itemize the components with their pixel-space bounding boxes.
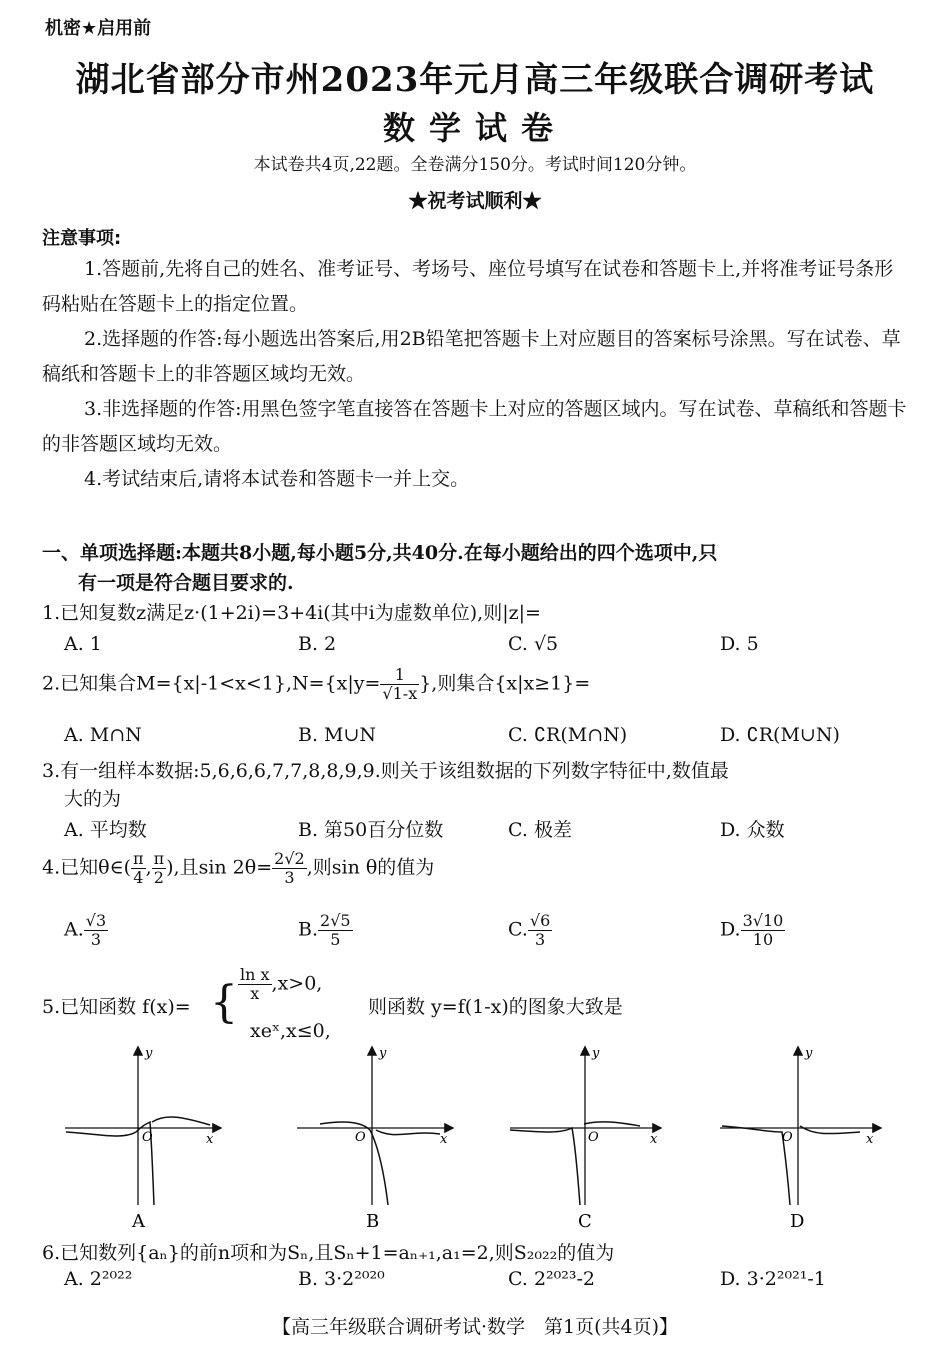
graph-d [720, 1046, 880, 1232]
option-den: 3 [90, 930, 102, 949]
section-heading-line2: 有一项是符合题目要求的. [78, 572, 294, 594]
question-2-option-d: D. ∁R(M∪N) [720, 724, 840, 746]
graph-a-label: A [132, 1211, 145, 1232]
graph-b-origin: O [355, 1130, 366, 1145]
question-4-stem-part2: ),且sin 2θ= [166, 856, 273, 879]
subject-title: 数学试卷 [382, 109, 567, 147]
graph-d-x-label: x [866, 1132, 874, 1147]
option-letter: B. [298, 918, 319, 941]
question-5-graphs [0, 1040, 950, 1240]
graph-c-x-label: x [650, 1132, 658, 1147]
question-1-option-c: C. √5 [508, 633, 559, 655]
graph-b [297, 1046, 452, 1232]
graph-d-origin: O [782, 1130, 793, 1145]
option-letter: D. [720, 918, 741, 941]
question-4-frac-value [272, 850, 307, 887]
question-5-stem-part1: 5.已知函数 f(x)= [42, 996, 191, 1018]
case1-num: ln x [240, 965, 270, 984]
option-letter: C. [508, 918, 528, 941]
option-den: 10 [752, 930, 774, 949]
question-6-option-a: A. 2²⁰²² [64, 1268, 133, 1290]
graph-d-label: D [790, 1211, 805, 1232]
question-3-option-a: A. 平均数 [64, 819, 147, 841]
question-2-fraction-den: √1-x [382, 684, 418, 703]
question-2-stem-part2: },则集合{x|x≥1}= [419, 672, 591, 695]
question-4-value-den: 3 [284, 868, 295, 887]
question-6-option-b: B. 3·2²⁰²⁰ [298, 1268, 385, 1290]
question-6-option-c: C. 2²⁰²³-2 [508, 1268, 596, 1290]
case1-den: x [250, 984, 260, 1003]
question-4-pi-num-1: π [133, 849, 144, 868]
exam-info: 本试卷共4页,22题。全卷满分150分。考试时间120分钟。 [253, 155, 697, 175]
question-3-stem-line2: 大的为 [64, 788, 122, 810]
note-item-2: 2.选择题的作答:每小题选出答案后,用2B铅笔把答题卡上对应题目的答案标号涂黑。写在试卷、草稿纸和答题卡上的非答题区域均无效。 [42, 328, 901, 385]
question-2-option-b: B. M∪N [298, 724, 377, 746]
note-item-3: 3.非选择题的作答:用黑色签字笔直接答在答题卡上对应的答题区域内。写在试卷、草稿纸和答题卡的非答题区域均无效。 [42, 398, 907, 455]
option-num: √3 [85, 911, 107, 930]
graph-c-label: C [578, 1211, 592, 1232]
question-2-option-c: C. ∁R(M∩N) [508, 724, 628, 746]
exam-title: 湖北省部分市州2023年元月高三年级联合调研考试 [75, 60, 875, 100]
section-heading-line1: 一、单项选择题:本题共8小题,每小题5分,共40分.在每小题给出的四个选项中,只 [42, 542, 718, 564]
question-4-den-2: 2 [153, 868, 164, 887]
question-2-fraction-num: 1 [380, 666, 419, 685]
graph-a [65, 1046, 220, 1232]
question-5-case1 [238, 966, 322, 1003]
piecewise-brace: { [210, 977, 238, 1028]
note-item-4: 4.考试结束后,请将本试卷和答题卡一并上交。 [84, 468, 470, 490]
question-1-stem: 1.已知复数z满足z·(1+2i)=3+4i(其中i为虚数单位),则|z|= [42, 602, 541, 624]
graph-b-y-label: y [379, 1046, 387, 1061]
option-den: 5 [330, 930, 341, 949]
option-letter: A. [64, 918, 84, 941]
question-2-fraction [380, 666, 419, 703]
question-4-den-4: 4 [133, 868, 144, 887]
good-luck-line: ★祝考试顺利★ [408, 190, 542, 212]
question-3-option-c: C. 极差 [508, 819, 572, 841]
question-4-value-num: 2√2 [274, 849, 305, 868]
question-2-option-a: A. M∩N [64, 724, 142, 746]
graph-a-x-label: x [206, 1132, 214, 1147]
question-4-pi-num-2: π [153, 849, 165, 868]
question-4-option-a [64, 912, 108, 949]
option-num: 3√10 [742, 911, 784, 930]
question-2-stem-part1: 2.已知集合M={x|-1<x<1},N={x|y= [42, 672, 381, 695]
confidential-label: 机密★启用前 [45, 18, 152, 39]
graph-c [510, 1046, 660, 1232]
page-footer: 【高三年级联合调研考试·数学 第1页(共4页)】 [271, 1316, 679, 1338]
note-item-1: 1.答题前,先将自己的姓名、准考证号、考场号、座位号填写在试卷和答题卡上,并将准考证号条形码粘贴在答题卡上的指定位置。 [42, 258, 894, 315]
graph-c-y-label: y [592, 1046, 600, 1061]
option-num: 2√5 [320, 911, 351, 930]
question-4-option-c [508, 912, 552, 949]
question-4-stem-part3: ,则sin θ的值为 [306, 856, 435, 879]
question-4-option-d [720, 912, 785, 949]
graph-a-y-label: y [145, 1046, 153, 1061]
question-1-option-a: A. 1 [64, 633, 102, 655]
graph-d-y-label: y [805, 1046, 813, 1061]
question-4-frac-pi2 [152, 850, 167, 887]
case1-condition: ,x>0, [271, 972, 323, 995]
graph-b-x-label: x [440, 1132, 448, 1147]
notes-heading: 注意事项: [42, 228, 122, 249]
graph-c-origin: O [588, 1130, 599, 1145]
question-1-option-d: D. 5 [720, 633, 759, 655]
graph-b-label: B [366, 1211, 380, 1232]
question-6-option-d: D. 3·2²⁰²¹-1 [720, 1268, 826, 1290]
option-den: 3 [535, 930, 546, 949]
question-1-option-b: B. 2 [298, 633, 337, 655]
question-4-option-b [298, 912, 353, 949]
question-3-option-d: D. 众数 [720, 819, 785, 841]
question-6-stem: 6.已知数列{aₙ}的前n项和为Sₙ,且Sₙ+1=aₙ₊₁,a₁=2,则S₂₀₂₂的值为 [42, 1242, 615, 1264]
question-4-stem-part1: 4.已知θ∈( [42, 856, 132, 879]
question-5-case2: xeˣ,x≤0, [250, 1020, 331, 1042]
graph-a-origin: O [142, 1130, 153, 1145]
question-3-option-b: B. 第50百分位数 [298, 819, 444, 841]
question-4-frac-pi4 [131, 850, 146, 887]
question-2-stem [42, 666, 590, 703]
question-3-stem-line1: 3.有一组样本数据:5,6,6,6,7,7,8,8,9,9.则关于该组数据的下列数字特征中,数值最 [42, 760, 729, 782]
question-4-stem: 4.已知θ∈( $\frac{\pi}{4}$ , $\frac{\pi}{2}$ ),且sin 2θ= $\frac{2√2}{3}$ ,则sin θ的值为 [42, 849, 435, 887]
question-5-stem-part2: 则函数 y=f(1-x)的图象大致是 [368, 996, 623, 1018]
option-num: √6 [529, 911, 551, 930]
